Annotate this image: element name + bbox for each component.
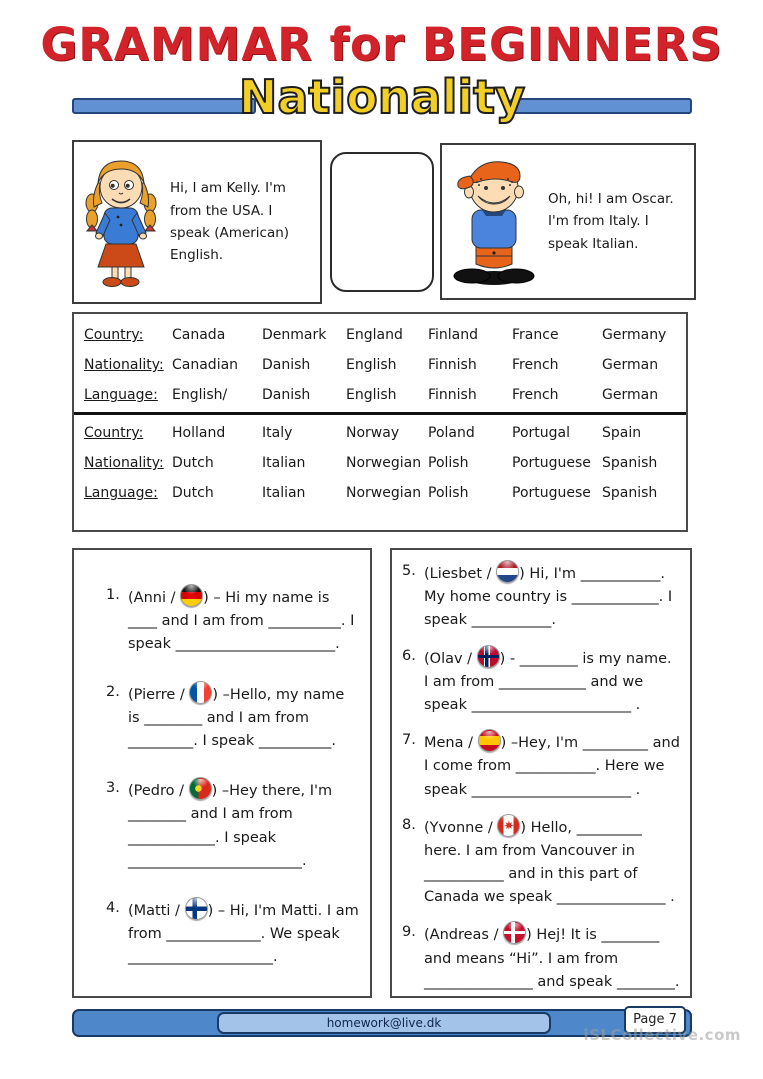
table-cell: Portuguese bbox=[512, 485, 591, 501]
subtitle-row bbox=[72, 70, 692, 130]
kelly-speech-text: Hi, I am Kelly. I'm from the USA. I speak (American) English. bbox=[170, 180, 290, 264]
exercise-number: 6. bbox=[402, 647, 416, 664]
table-cell: Portuguese bbox=[512, 455, 591, 471]
table-cell: Portugal bbox=[512, 425, 570, 441]
spain-flag-icon bbox=[478, 729, 501, 752]
table-cell: Dutch bbox=[172, 485, 214, 501]
table-row bbox=[74, 380, 686, 410]
table-row bbox=[74, 320, 686, 350]
exercise-item bbox=[402, 645, 680, 718]
exercise-text: (Matti / ) – Hi, I'm Matti. I am from _____________. We speak ____________________. bbox=[128, 897, 360, 970]
norway-flag-icon bbox=[477, 645, 500, 668]
kelly-girl-illustration bbox=[78, 151, 164, 293]
table-row-label: Language: bbox=[84, 485, 158, 501]
exercise-column-right bbox=[390, 548, 692, 998]
exercise-number: 4. bbox=[106, 899, 120, 916]
table-row-label: Language: bbox=[84, 387, 158, 403]
table-cell: Spanish bbox=[602, 455, 658, 471]
table-cell: English bbox=[346, 387, 397, 403]
exercise-number: 1. bbox=[106, 587, 120, 603]
exercise-text: (Andreas / ) Hej! It is ________ and means “Hi”. I am from _______________ and speak ________. bbox=[424, 921, 680, 994]
country-nationality-language-table bbox=[72, 312, 688, 532]
table-row bbox=[74, 350, 686, 380]
table-cell: Canada bbox=[172, 327, 226, 343]
table-cell: Polish bbox=[428, 455, 469, 471]
page-subtitle: Nationality bbox=[238, 70, 526, 124]
page-number-badge: Page 7 bbox=[624, 1006, 686, 1034]
table-cell: Germany bbox=[602, 327, 667, 343]
table-cell: Poland bbox=[428, 425, 475, 441]
exercise-number: 2. bbox=[106, 683, 120, 700]
denmark-flag-icon bbox=[503, 921, 526, 944]
table-cell: Italian bbox=[262, 485, 306, 501]
table-cell: Finnish bbox=[428, 387, 477, 403]
table-cell: Finland bbox=[428, 327, 479, 343]
table-cell: Denmark bbox=[262, 327, 327, 343]
table-cell: French bbox=[512, 387, 559, 403]
exercise-item bbox=[402, 560, 680, 633]
empty-answer-box bbox=[330, 152, 434, 292]
table-cell: England bbox=[346, 327, 403, 343]
table-row-label: Nationality: bbox=[84, 357, 164, 373]
page-title: GRAMMAR for BEGINNERS bbox=[40, 18, 723, 71]
oscar-speech-box bbox=[440, 143, 696, 300]
exercise-item bbox=[402, 729, 680, 802]
table-cell: Norway bbox=[346, 425, 400, 441]
netherlands-flag-icon bbox=[496, 560, 519, 583]
exercise-number: 9. bbox=[402, 924, 416, 941]
oscar-speech-text: Oh, hi! I am Oscar. I'm from Italy. I speak Italian. bbox=[548, 191, 674, 252]
table-cell: French bbox=[512, 357, 559, 373]
table-cell: France bbox=[512, 327, 559, 343]
exercise-text: (Pierre / ) –Hello, my name is ________ and I am from _________. I speak __________. bbox=[128, 681, 360, 754]
footer-email: homework@live.dk bbox=[217, 1012, 551, 1034]
islcollective-watermark: iSLCollective.com bbox=[583, 1026, 741, 1044]
france-flag-icon bbox=[189, 681, 212, 704]
table-row-label: Country: bbox=[84, 327, 144, 343]
table-row bbox=[74, 448, 686, 478]
table-row bbox=[74, 478, 686, 508]
table-row-label: Country: bbox=[84, 425, 144, 441]
table-cell: Holland bbox=[172, 425, 226, 441]
table-cell: Italy bbox=[262, 425, 293, 441]
table-cell: Finnish bbox=[428, 357, 477, 373]
exercise-text: (Yvonne / ) Hello, _________ here. I am from Vancouver in ___________ and in this part of Canada we speak _______________ . bbox=[424, 814, 680, 910]
exercise-text: (Pedro / ) –Hey there, I'm ________ and I am from ____________. I speak ________________________. bbox=[128, 777, 360, 873]
exercise-item bbox=[106, 777, 360, 873]
exercise-item bbox=[106, 584, 360, 657]
table-cell: Danish bbox=[262, 357, 311, 373]
exercise-column-left bbox=[72, 548, 372, 998]
table-cell: Danish bbox=[262, 387, 311, 403]
table-cell: German bbox=[602, 357, 659, 373]
table-cell: English/ bbox=[172, 387, 228, 403]
table-cell: English bbox=[346, 357, 397, 373]
exercise-text: (Anni / ) – Hi my name is ____ and I am from __________. I speak ______________________. bbox=[128, 584, 360, 657]
table-cell: Canadian bbox=[172, 357, 239, 373]
table-cell: Norwegian bbox=[346, 485, 422, 501]
exercise-text: Mena / ) –Hey, I'm _________ and I come from ___________. Here we speak ______________________ . bbox=[424, 729, 680, 802]
table-row-label: Nationality: bbox=[84, 455, 164, 471]
exercise-number: 7. bbox=[402, 732, 416, 749]
kelly-speech-box bbox=[72, 140, 322, 304]
table-group-divider bbox=[74, 412, 686, 415]
portugal-flag-icon bbox=[189, 777, 212, 800]
oscar-boy-illustration bbox=[446, 154, 542, 290]
exercise-number: 3. bbox=[106, 780, 120, 797]
exercise-text: (Olav / ) - ________ is my name. I am from ____________ and we speak ______________________ . bbox=[424, 645, 680, 718]
table-cell: Norwegian bbox=[346, 455, 422, 471]
exercise-item bbox=[106, 897, 360, 970]
table-cell: German bbox=[602, 387, 659, 403]
exercise-number: 8. bbox=[402, 816, 416, 833]
table-cell: Polish bbox=[428, 485, 469, 501]
exercise-item bbox=[402, 921, 680, 994]
finland-flag-icon bbox=[185, 897, 208, 920]
exercise-number: 5. bbox=[402, 563, 416, 579]
table-cell: Spanish bbox=[602, 485, 658, 501]
table-cell: Spain bbox=[602, 425, 642, 441]
table-cell: Italian bbox=[262, 455, 306, 471]
table-row bbox=[74, 418, 686, 448]
canada-flag-icon bbox=[497, 814, 520, 837]
exercise-item bbox=[106, 681, 360, 754]
exercise-text: (Liesbet / ) Hi, I'm ___________. My home country is ____________. I speak ___________. bbox=[424, 560, 680, 633]
germany-flag-icon bbox=[180, 584, 203, 607]
table-cell: Dutch bbox=[172, 455, 214, 471]
exercise-item bbox=[402, 814, 680, 910]
